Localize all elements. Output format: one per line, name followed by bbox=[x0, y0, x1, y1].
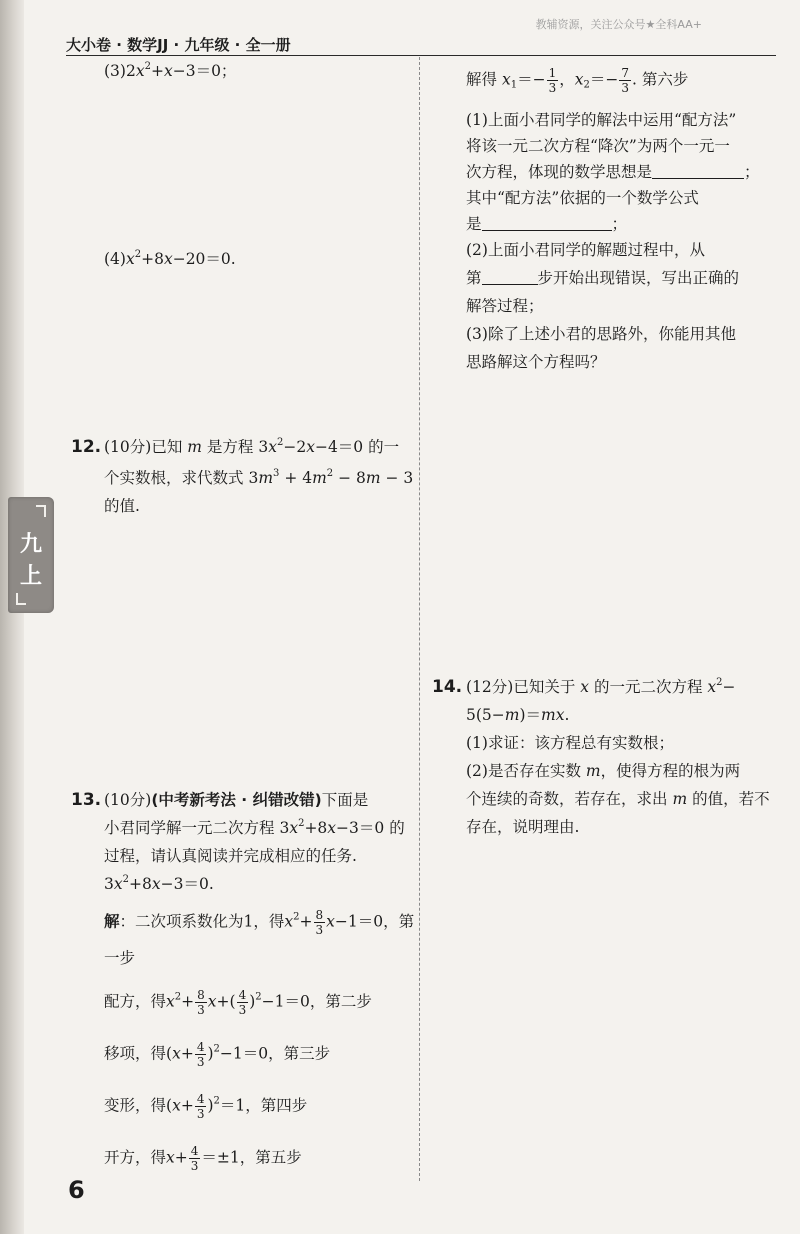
book-spine bbox=[0, 0, 24, 1234]
task-1-line-4: 其中“配方法”依据的一个数学公式 bbox=[466, 189, 699, 207]
task-3-line-2: 思路解这个方程吗？ bbox=[466, 353, 606, 371]
task-1-line-2: 将该一元二次方程“降次”为两个一元一 bbox=[466, 137, 730, 155]
question-13-line-3: 过程，请认真阅读并完成相应的任务. bbox=[104, 847, 357, 865]
question-12-line-3: 的值. bbox=[104, 497, 140, 515]
question-13-equation: $3x^2+8x-3=0$. bbox=[104, 874, 214, 893]
question-13-tag: (中考新考法 · 纠错改错) bbox=[151, 791, 322, 809]
question-12-line-1: (10分)已知 m 是方程 $3x^2-2x-4=0$ 的一 bbox=[104, 437, 400, 456]
question-12-number: 12. bbox=[71, 437, 102, 457]
step-4: 变形，得(x+ $\frac{4}{3}$ )$^2$＝1，第四步 bbox=[104, 1092, 308, 1121]
task-1-line-5: 是 ； bbox=[466, 215, 628, 233]
question-14-part-2-line-3: 存在，说明理由. bbox=[466, 818, 580, 836]
step-1: 解：二次项系数化为1，得$x^2+$ $\frac{8}{3}$ x−1＝0，第 bbox=[104, 908, 415, 937]
grade-tab-char-2: 上 bbox=[19, 564, 42, 589]
book-title: 大小卷 · 数学JJ · 九年级 · 全一册 bbox=[66, 36, 291, 54]
watermark-text: 教辅资源，关注公众号★全科AA+ bbox=[535, 18, 702, 31]
grade-tab-char-1: 九 bbox=[19, 532, 42, 557]
question-13-line-1: (10分)(中考新考法 · 纠错改错)下面是 bbox=[104, 791, 369, 809]
question-14-part-2-line-2: 个连续的奇数，若存在，求出 m 的值，若不 bbox=[466, 790, 770, 808]
header-rule bbox=[66, 55, 776, 56]
task-3-line-1: (3)除了上述小君的思路外，你能用其他 bbox=[466, 325, 736, 343]
step-1-cont: 一步 bbox=[104, 949, 136, 967]
question-14-part-2-line-1: (2)是否存在实数 m，使得方程的根为两 bbox=[466, 762, 741, 780]
task-2-line-2: 第 步开始出现错误，写出正确的 bbox=[466, 269, 740, 287]
answer-blank[interactable] bbox=[652, 162, 744, 179]
problem-11-part-3: $(3)2x^2+x-3=0$； bbox=[104, 61, 237, 80]
step-5: 开方，得x+ $\frac{4}{3}$ ＝±1，第五步 bbox=[104, 1144, 302, 1173]
question-14-line-2: 5(5−m)＝mx. bbox=[466, 706, 570, 724]
question-13-number: 13. bbox=[71, 790, 102, 810]
task-1-line-1: (1)上面小君同学的解法中运用“配方法” bbox=[466, 111, 737, 129]
step-3: 移项，得(x+ $\frac{4}{3}$ )$^2$−1＝0，第三步 bbox=[104, 1040, 331, 1069]
task-2-line-1: (2)上面小君同学的解题过程中，从 bbox=[466, 241, 705, 259]
page-number: 6 bbox=[68, 1176, 85, 1204]
task-2-line-3: 解答过程； bbox=[466, 297, 544, 315]
question-14-line-1: (12分)已知关于 x 的一元二次方程 $x^2-$ bbox=[466, 677, 736, 696]
answer-blank[interactable] bbox=[482, 268, 538, 285]
question-13-line-2: 小君同学解一元二次方程 $3x^2+8x-3=0$ 的 bbox=[104, 818, 405, 837]
answer-blank[interactable] bbox=[482, 214, 612, 231]
step-2: 配方，得$x^2+$ $\frac{8}{3}$ x+( $\frac{4}{3}$ )$^2$−1＝0，第二步 bbox=[104, 988, 372, 1017]
grade-tab bbox=[8, 497, 54, 613]
task-1-line-3: 次方程，体现的数学思想是 ； bbox=[466, 163, 760, 181]
problem-11-part-4: $(4)x^2+8x-20=0$. bbox=[104, 249, 236, 268]
question-14-number: 14. bbox=[432, 677, 463, 697]
step-6: 解得 $x_1=-$ $\frac{1}{3}$ ，$x_2=-$ $\frac{7}{3}$ . 第六步 bbox=[466, 66, 689, 95]
question-14-part-1: (1)求证：该方程总有实数根； bbox=[466, 734, 674, 752]
question-12-line-2: 个实数根，求代数式 $3m^3 + 4m^2 - 8m - 3$ bbox=[104, 468, 414, 487]
column-divider bbox=[419, 57, 420, 1181]
